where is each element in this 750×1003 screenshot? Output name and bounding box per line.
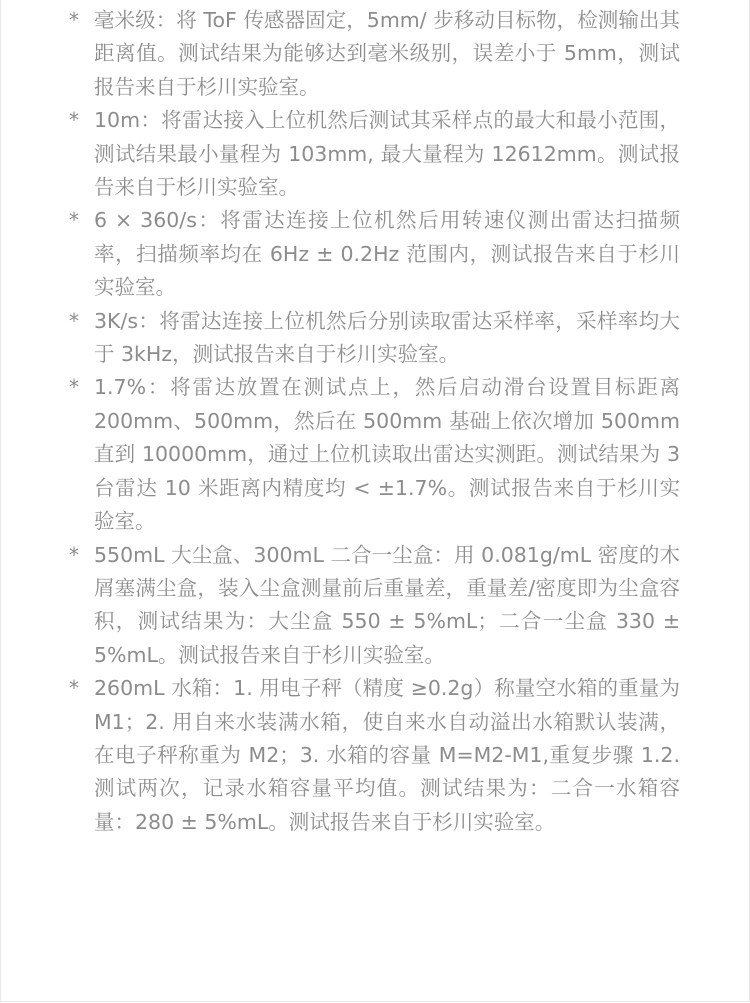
bullet-asterisk: * xyxy=(69,375,79,400)
bullet-asterisk: * xyxy=(69,542,79,567)
footnote-text: 1.7%：将雷达放置在测试点上，然后启动滑台设置目标距离 200mm、500mm，然后在 500mm 基础上依次增加 500mm 直到 10000mm，通过上位机读取出雷达实测距。测试结果为 3 台雷达 10 米距离内精度均 < ±1.7%。测试报告来自于杉川实验室。 xyxy=(94,375,680,534)
footnote-millimeter-level xyxy=(0,4,750,104)
footnote-text: 3K/s：将雷达连接上位机然后分别读取雷达采样率，采样率均大于 3kHz，测试报告来自于杉川实验室。 xyxy=(94,308,680,367)
footnote-text: 6 × 360/s：将雷达连接上位机然后用转速仪测出雷达扫描频率，扫描频率均在 6Hz ± 0.2Hz 范围内，测试报告来自于杉川实验室。 xyxy=(94,208,680,300)
footnote-range-10m xyxy=(0,104,750,204)
footnote-text: 550mL 大尘盒、300mL 二合一尘盒：用 0.081g/mL 密度的木屑塞满尘盒，装入尘盒测量前后重量差，重量差/密度即为尘盒容积，测试结果为：大尘盒 550 ± 5%mL；二合一尘盒 330 ± 5%mL。测试报告来自于杉川实验室。 xyxy=(94,542,680,667)
footnote-dustbin-capacity xyxy=(0,539,750,673)
bullet-asterisk: * xyxy=(69,676,79,701)
footnote-text: 毫米级：将 ToF 传感器固定，5mm/ 步移动目标物，检测输出其距离值。测试结果为能够达到毫米级别，误差小于 5mm，测试报告来自于杉川实验室。 xyxy=(94,8,680,99)
bullet-asterisk: * xyxy=(69,108,79,133)
footnote-scan-frequency xyxy=(0,204,750,304)
bullet-asterisk: * xyxy=(69,308,79,333)
footnote-water-tank-capacity xyxy=(0,672,750,839)
bullet-asterisk: * xyxy=(69,208,79,233)
footnote-accuracy xyxy=(0,371,750,538)
bullet-asterisk: * xyxy=(69,8,79,32)
footnote-text: 260mL 水箱：1. 用电子秤（精度 ≥0.2g）称量空水箱的重量为 M1；2. 用自来水装满水箱，使自来水自动溢出水箱默认装满，在电子秤称重为 M2；3. 水箱的容量 M=M2-M1,重复步骤 1.2. 测试两次，记录水箱容量平均值。测试结果为：二合一水箱容量：280 ± 5%mL。测试报告来自于杉川实验室。 xyxy=(94,676,680,834)
footnote-sample-rate xyxy=(0,305,750,372)
footnote-text: 10m：将雷达接入上位机然后测试其采样点的最大和最小范围，测试结果最小量程为 103mm, 最大量程为 12612mm。测试报告来自于杉川实验室。 xyxy=(94,108,680,200)
